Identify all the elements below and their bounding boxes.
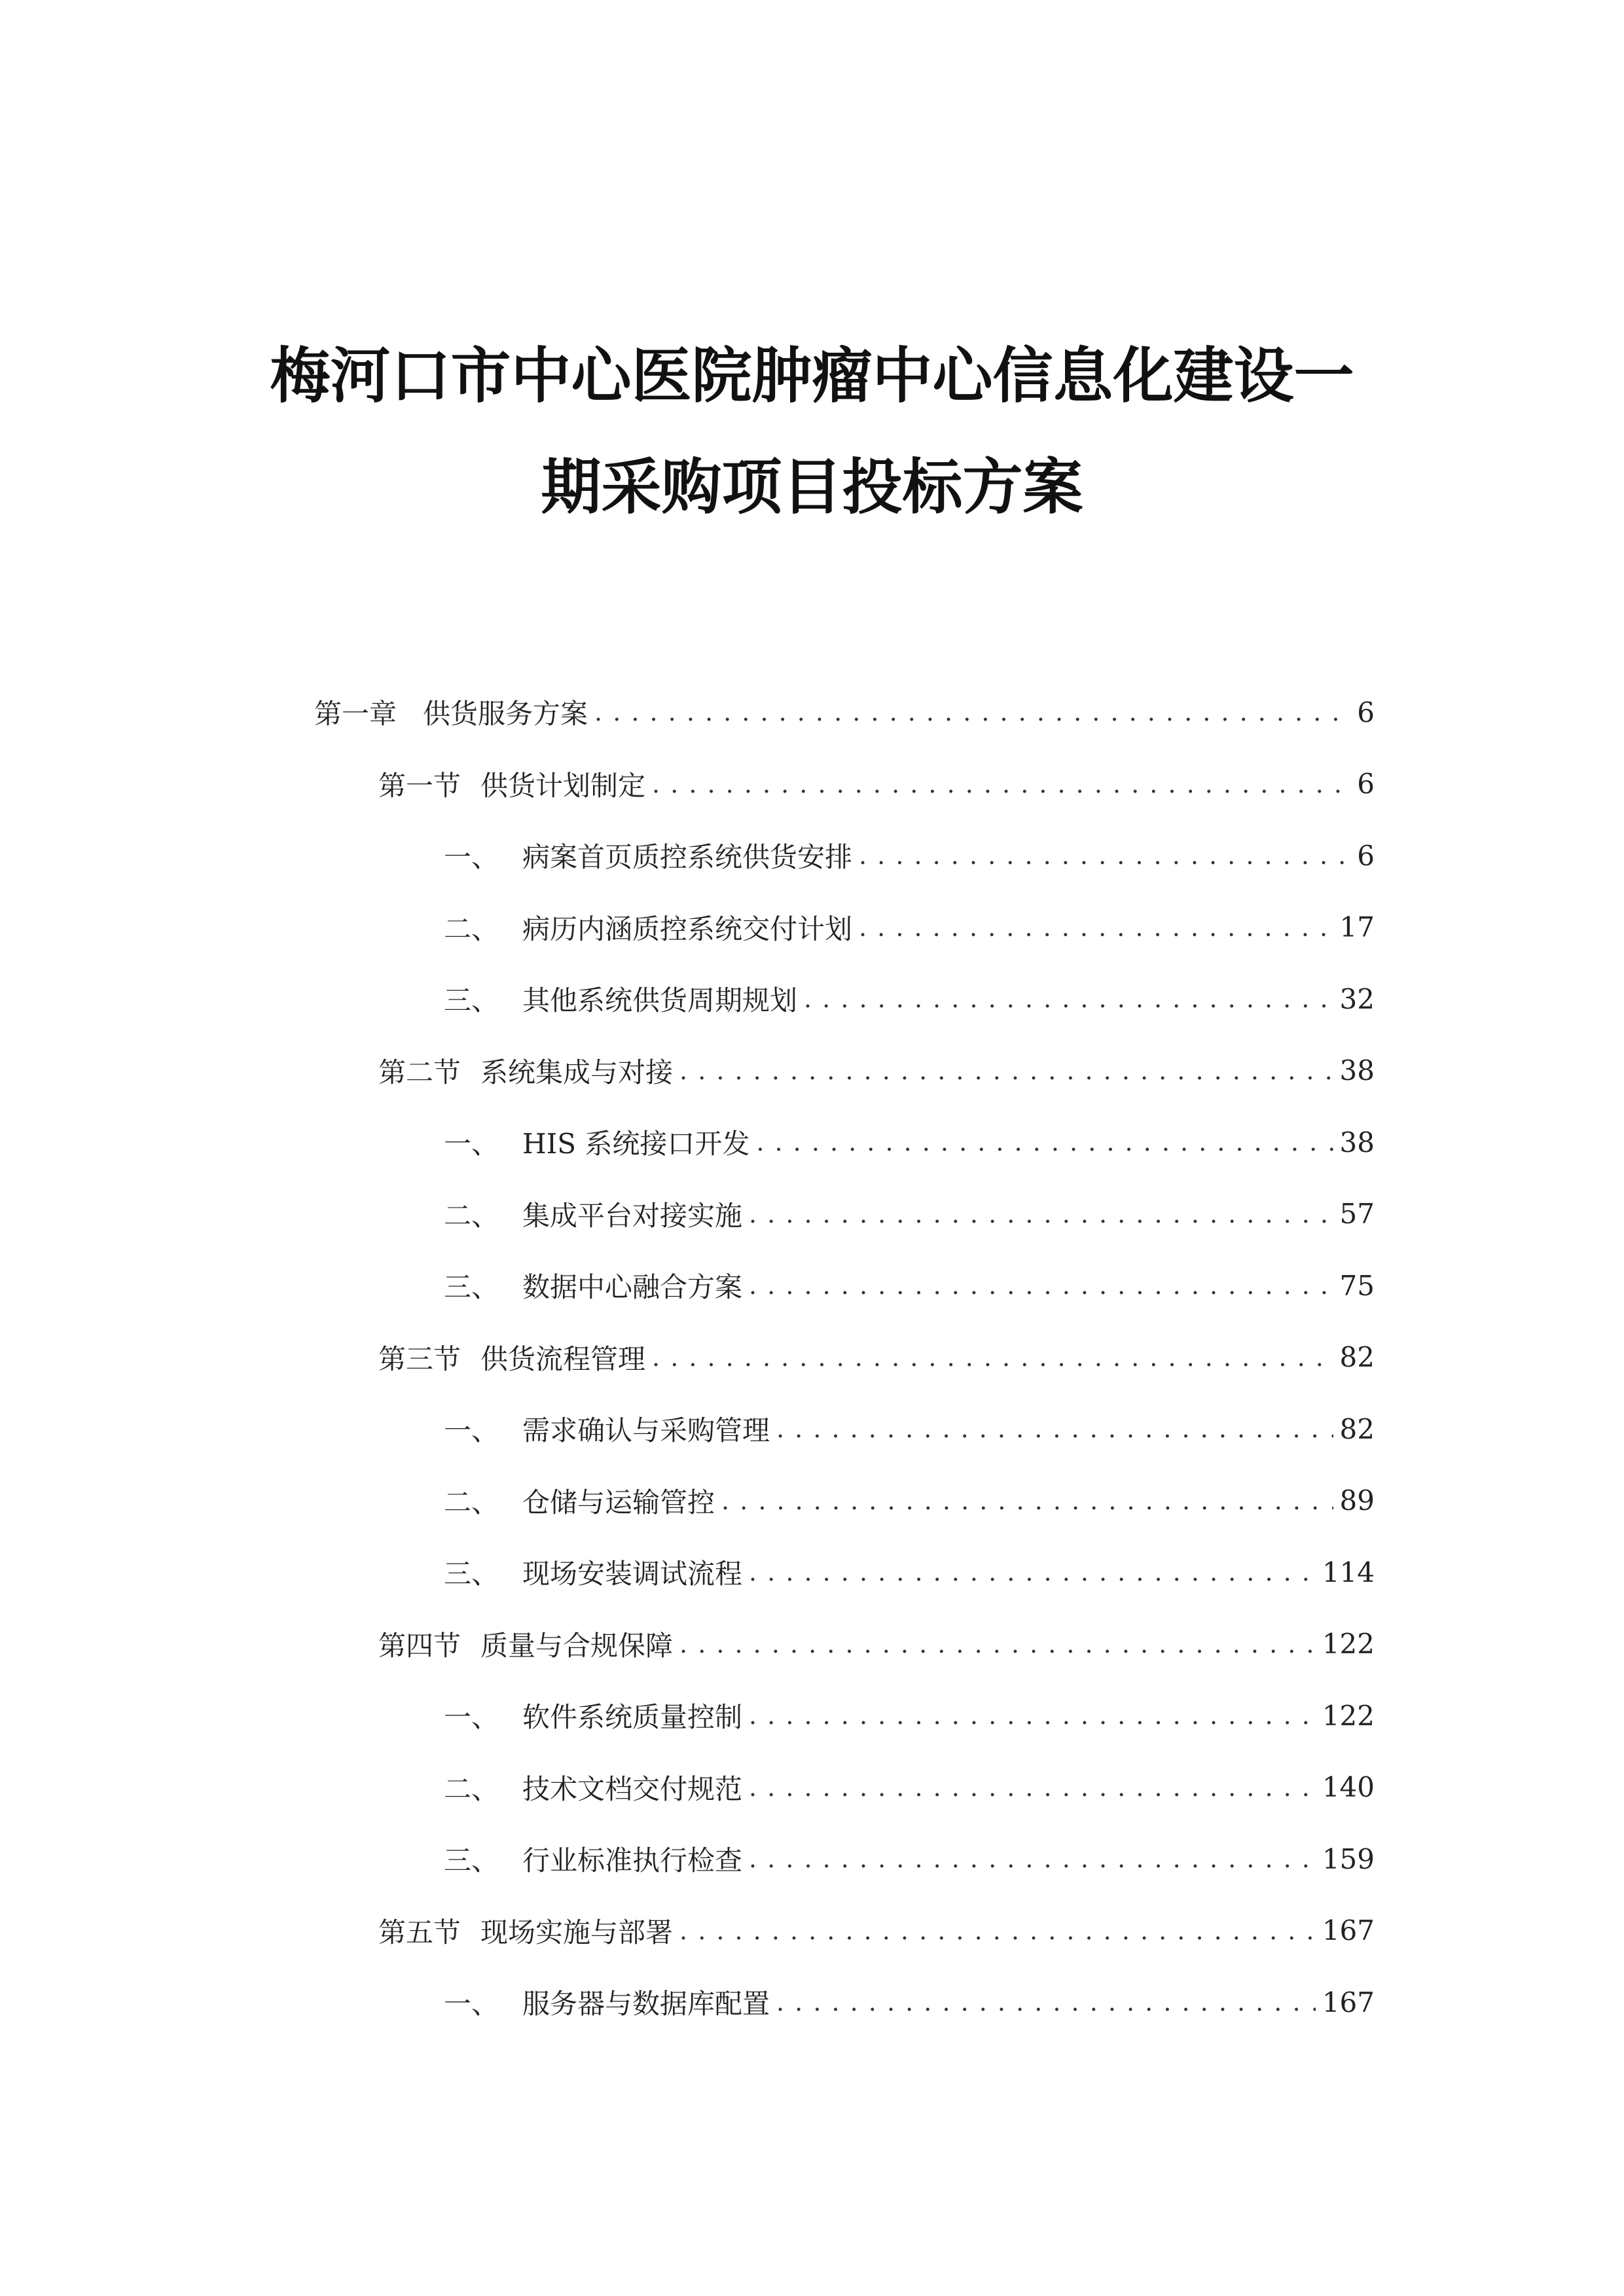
toc-entry-page-number: 38 bbox=[1339, 1054, 1375, 1086]
toc-dot-leader bbox=[652, 764, 1350, 804]
toc-entry[interactable] bbox=[378, 764, 1375, 804]
toc-entry-title: HIS 系统接口开发 bbox=[522, 1128, 750, 1160]
toc-entry-page-number: 82 bbox=[1339, 1341, 1375, 1373]
toc-entry-title: 软件系统质量控制 bbox=[522, 1701, 743, 1733]
toc-entry-title: 供货服务方案 bbox=[423, 698, 588, 730]
toc-dot-leader bbox=[776, 1982, 1316, 2022]
toc-entry-title: 质量与合规保障 bbox=[480, 1629, 674, 1662]
toc-entry[interactable] bbox=[444, 1409, 1375, 1448]
toc-entry[interactable] bbox=[378, 1338, 1375, 1377]
toc-entry-page-number: 6 bbox=[1357, 768, 1375, 800]
toc-entry-number: 第四节 bbox=[378, 1629, 461, 1662]
toc-entry[interactable] bbox=[378, 1051, 1375, 1090]
toc-dot-leader bbox=[749, 1839, 1316, 1878]
toc-dot-leader bbox=[859, 836, 1350, 875]
toc-entry-number: 第五节 bbox=[378, 1916, 461, 1948]
toc-entry-page-number: 75 bbox=[1339, 1269, 1375, 1302]
toc-entry[interactable] bbox=[444, 908, 1375, 947]
toc-entry-number: 第三节 bbox=[378, 1342, 461, 1375]
toc-entry-number: 三、 bbox=[444, 1271, 499, 1303]
toc-entry[interactable] bbox=[444, 1839, 1375, 1878]
toc-entry-title: 供货计划制定 bbox=[480, 769, 646, 802]
toc-entry-title: 技术文档交付规范 bbox=[522, 1772, 743, 1805]
toc-entry-page-number: 32 bbox=[1339, 982, 1375, 1015]
toc-entry-page-number: 114 bbox=[1322, 1556, 1375, 1588]
toc-entry-number: 二、 bbox=[444, 1772, 499, 1805]
toc-dot-leader bbox=[652, 1338, 1333, 1377]
toc-entry[interactable] bbox=[378, 1624, 1375, 1664]
toc-entry-number: 三、 bbox=[444, 1558, 499, 1590]
toc-entry[interactable] bbox=[444, 1696, 1375, 1735]
toc-dot-leader bbox=[749, 1552, 1316, 1592]
document-title-line-1: 梅河口市中心医院肿瘤中心信息化建设一 bbox=[270, 341, 1354, 411]
toc-entry[interactable] bbox=[444, 979, 1375, 1018]
toc-dot-leader bbox=[749, 1696, 1316, 1735]
toc-entry[interactable] bbox=[444, 1768, 1375, 1807]
toc-dot-leader bbox=[749, 1266, 1333, 1305]
toc-entry-page-number: 6 bbox=[1357, 696, 1375, 728]
toc-entry[interactable] bbox=[444, 1982, 1375, 2022]
toc-dot-leader bbox=[594, 692, 1350, 732]
toc-dot-leader bbox=[721, 1481, 1333, 1520]
toc-entry[interactable] bbox=[314, 692, 1375, 732]
toc-entry-page-number: 89 bbox=[1339, 1484, 1375, 1516]
toc-entry-page-number: 38 bbox=[1339, 1126, 1375, 1158]
toc-entry-title: 服务器与数据库配置 bbox=[522, 1988, 770, 2020]
toc-entry-title: 供货流程管理 bbox=[480, 1342, 646, 1375]
toc-dot-leader bbox=[776, 1409, 1333, 1448]
toc-entry-page-number: 122 bbox=[1322, 1699, 1375, 1732]
toc-entry-title: 病历内涵质控系统交付计划 bbox=[522, 912, 853, 945]
toc-dot-leader bbox=[749, 1194, 1333, 1234]
toc-entry-title: 其他系统供货周期规划 bbox=[522, 984, 798, 1016]
toc-entry-page-number: 17 bbox=[1339, 911, 1375, 943]
toc-entry-number: 一、 bbox=[444, 1701, 499, 1733]
toc-entry-page-number: 57 bbox=[1339, 1198, 1375, 1230]
toc-entry-number: 第一节 bbox=[378, 769, 461, 802]
toc-entry-number: 三、 bbox=[444, 984, 499, 1016]
toc-entry-title: 数据中心融合方案 bbox=[522, 1271, 743, 1303]
toc-entry-number: 二、 bbox=[444, 912, 499, 945]
toc-dot-leader bbox=[804, 979, 1333, 1018]
toc-entry-number: 二、 bbox=[444, 1199, 499, 1232]
toc-entry-title: 需求确认与采购管理 bbox=[522, 1414, 770, 1446]
toc-entry[interactable] bbox=[444, 1481, 1375, 1520]
toc-dot-leader bbox=[756, 1122, 1333, 1162]
toc-entry-page-number: 140 bbox=[1322, 1771, 1375, 1803]
toc-entry-number: 第一章 bbox=[314, 698, 397, 730]
toc-entry-number: 二、 bbox=[444, 1486, 499, 1518]
toc-entry-title: 病案首页质控系统供货安排 bbox=[522, 841, 853, 873]
toc-entry-page-number: 167 bbox=[1322, 1986, 1375, 2018]
toc-entry-title: 集成平台对接实施 bbox=[522, 1199, 743, 1232]
document-title-line-2: 期采购项目投标方案 bbox=[541, 452, 1083, 522]
toc-entry-page-number: 82 bbox=[1339, 1412, 1375, 1445]
toc-entry-page-number: 122 bbox=[1322, 1628, 1375, 1660]
toc-entry[interactable] bbox=[378, 1911, 1375, 1950]
toc-dot-leader bbox=[859, 908, 1333, 947]
toc-entry-number: 一、 bbox=[444, 1128, 499, 1160]
toc-dot-leader bbox=[679, 1624, 1316, 1664]
toc-entry-number: 一、 bbox=[444, 1988, 499, 2020]
toc-entry-page-number: 159 bbox=[1322, 1842, 1375, 1875]
toc-entry-title: 行业标准执行检查 bbox=[522, 1844, 743, 1876]
toc-entry-number: 一、 bbox=[444, 1414, 499, 1446]
toc-dot-leader bbox=[679, 1911, 1316, 1950]
toc-entry[interactable] bbox=[444, 1266, 1375, 1305]
toc-entry[interactable] bbox=[444, 1194, 1375, 1234]
toc-entry-number: 一、 bbox=[444, 841, 499, 873]
toc-dot-leader bbox=[679, 1051, 1333, 1090]
toc-entry-title: 现场安装调试流程 bbox=[522, 1558, 743, 1590]
toc-entry-title: 仓储与运输管控 bbox=[522, 1486, 715, 1518]
toc-entry-title: 系统集成与对接 bbox=[480, 1056, 674, 1088]
toc-entry-page-number: 167 bbox=[1322, 1914, 1375, 1946]
toc-entry[interactable] bbox=[444, 1122, 1375, 1162]
toc-entry-title: 现场实施与部署 bbox=[480, 1916, 674, 1948]
toc-entry-number: 三、 bbox=[444, 1844, 499, 1876]
toc-dot-leader bbox=[749, 1768, 1316, 1807]
toc-entry-page-number: 6 bbox=[1357, 839, 1375, 872]
toc-entry-number: 第二节 bbox=[378, 1056, 461, 1088]
toc-entry[interactable] bbox=[444, 1552, 1375, 1592]
toc-entry[interactable] bbox=[444, 836, 1375, 875]
